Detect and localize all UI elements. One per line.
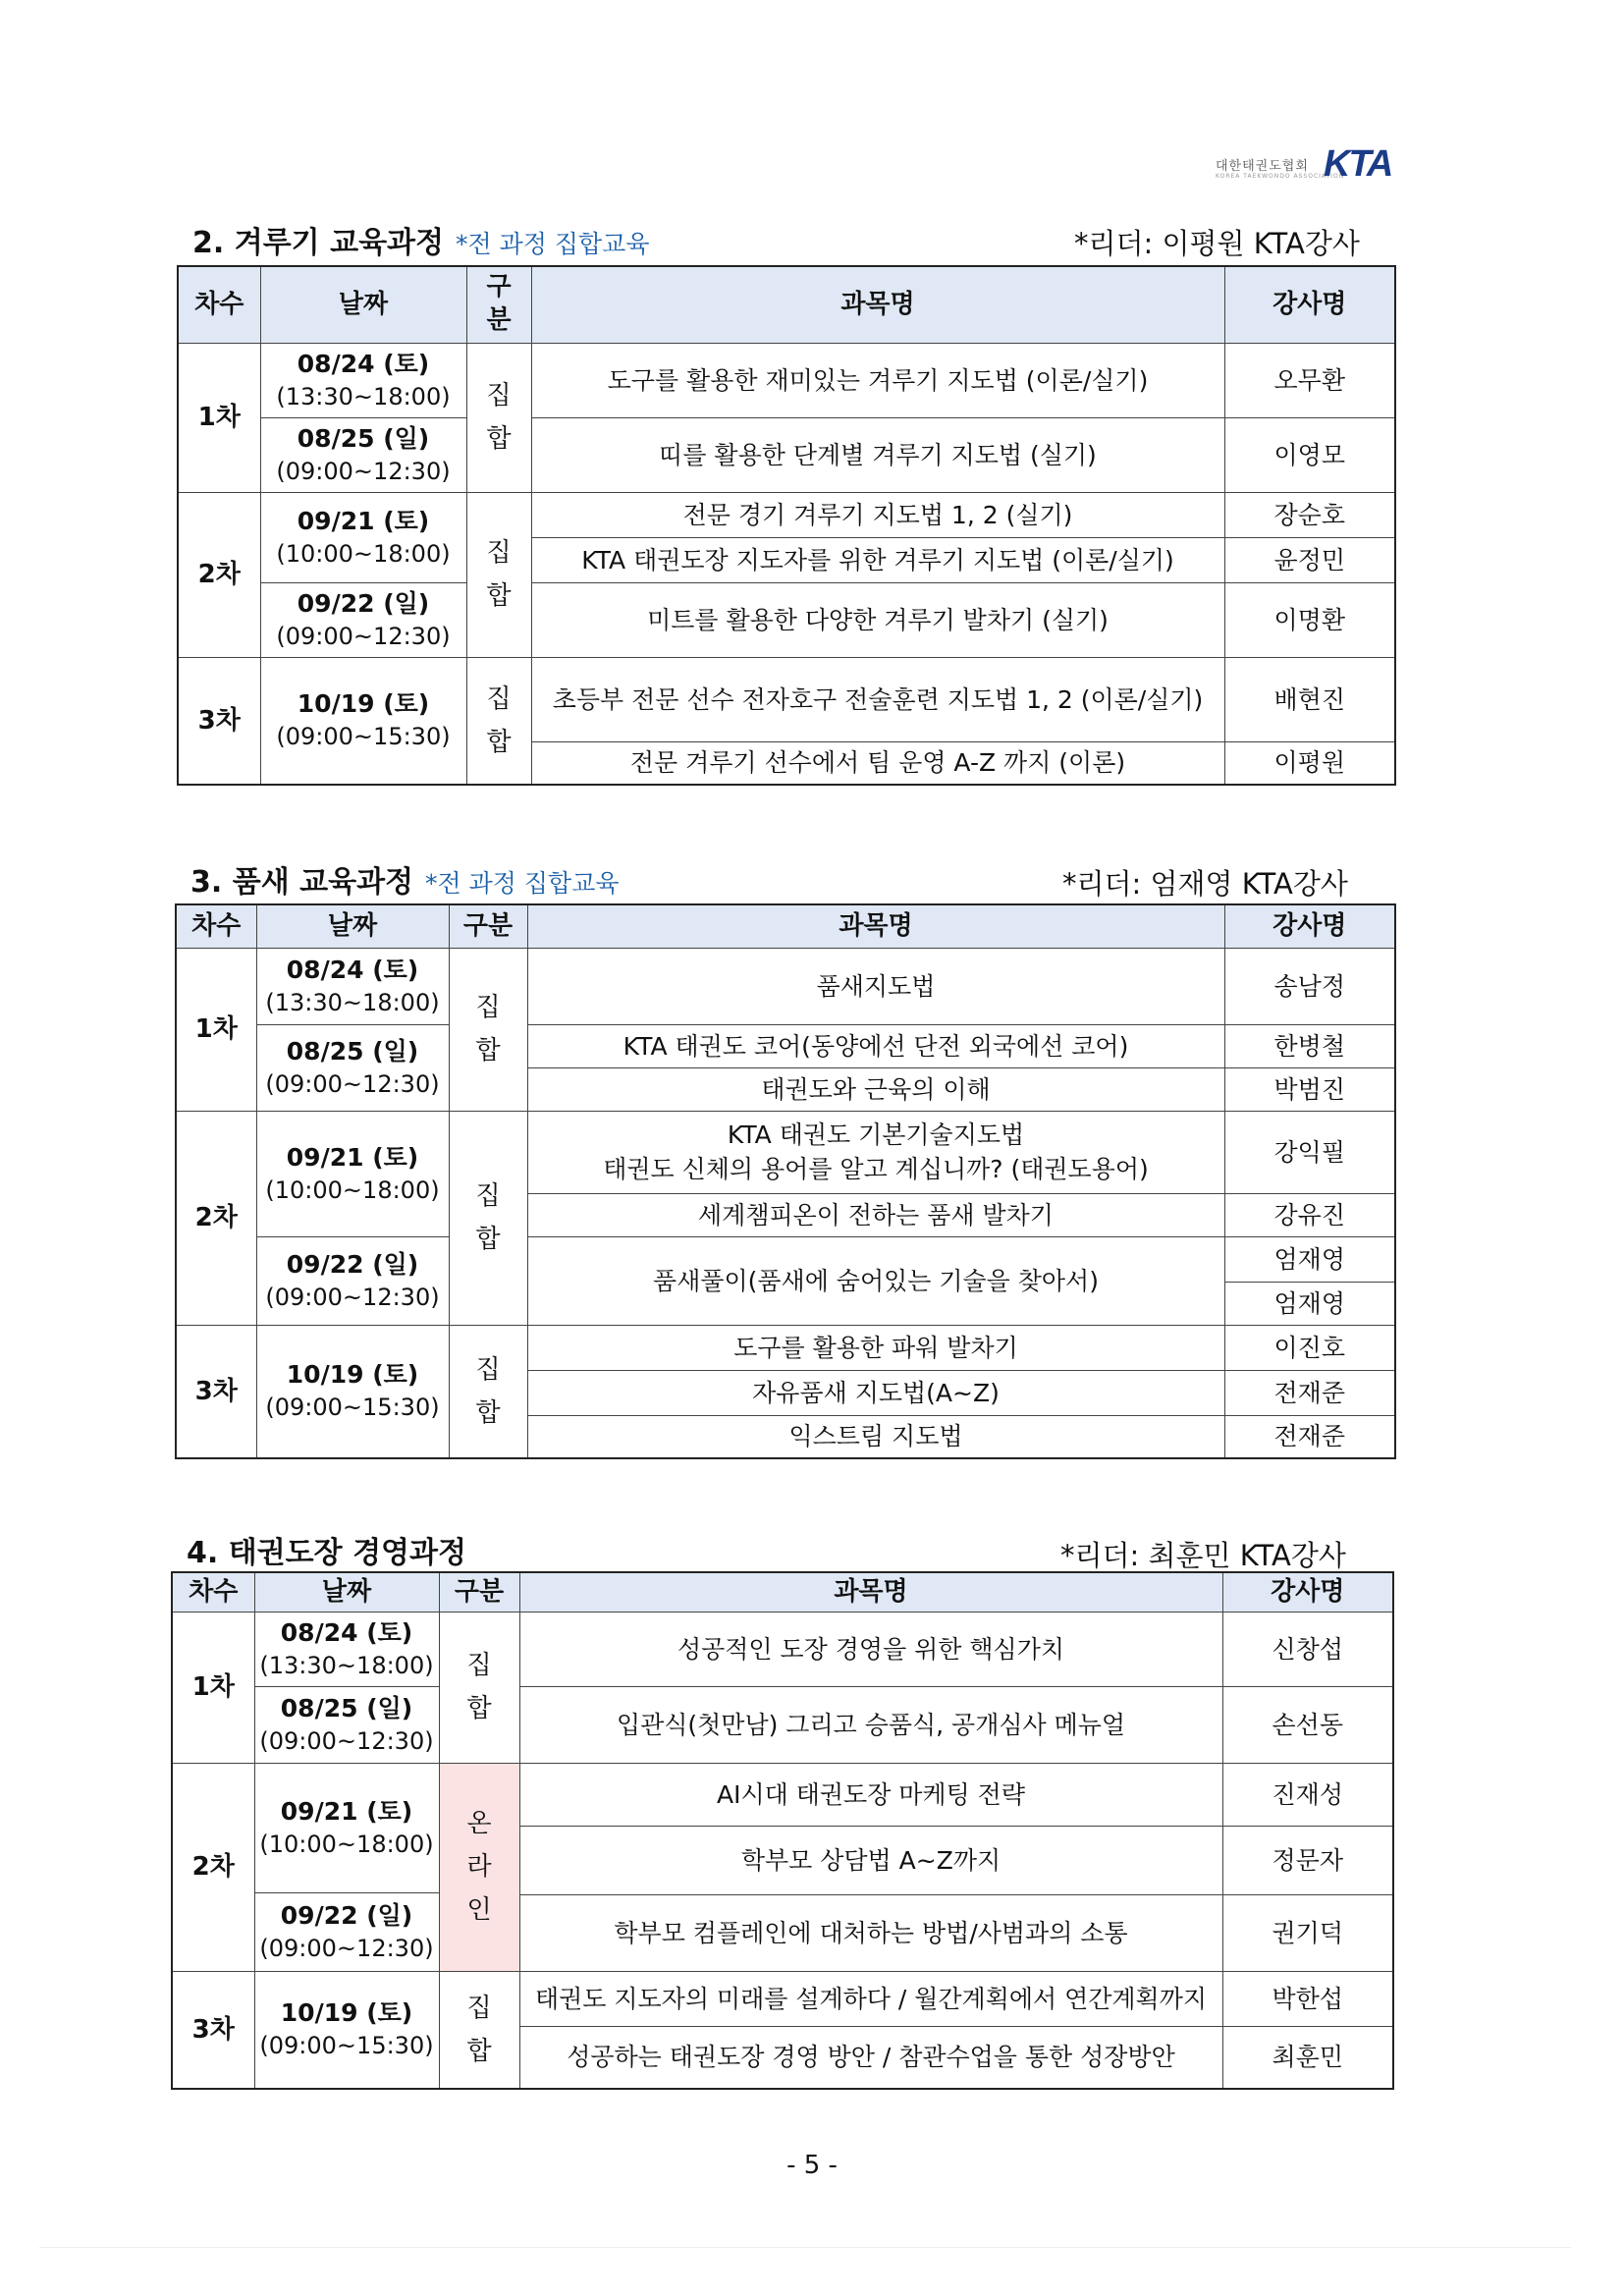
section-3-leader: *리더: 엄재영 KTA강사 — [1062, 867, 1348, 901]
subject-cell: 도구를 활용한 파워 발차기 — [527, 1325, 1224, 1370]
header-date: 날짜 — [260, 266, 466, 343]
section-title — [190, 857, 620, 901]
instructor-cell: 권기덕 — [1222, 1894, 1393, 1971]
instructor-cell: 엄재영 — [1224, 1282, 1395, 1325]
date-cell — [256, 1111, 449, 1236]
course-table-4 — [171, 1571, 1394, 2090]
date: 08/25 (일) — [297, 423, 430, 453]
table-row — [178, 657, 1395, 741]
table-row — [176, 1325, 1395, 1370]
date: 08/24 (토) — [297, 349, 430, 378]
date-cell — [254, 1763, 439, 1892]
section-2-leader: *리더: 이평원 KTA강사 — [1074, 227, 1360, 260]
header-round: 차수 — [176, 904, 256, 948]
page-number: - 5 - — [786, 2151, 838, 2180]
subject-cell: 성공적인 도장 경영을 위한 핵심가치 — [519, 1612, 1222, 1686]
instructor-cell: 엄재영 — [1224, 1236, 1395, 1282]
date: 08/25 (일) — [286, 1036, 419, 1066]
header-instructor: 강사명 — [1222, 1572, 1393, 1612]
subject-cell: 태권도와 근육의 이해 — [527, 1067, 1224, 1111]
instructor-cell: 이명환 — [1224, 582, 1395, 657]
divider — [39, 2247, 1571, 2248]
table-header-row — [178, 266, 1395, 343]
instructor-cell: 박범진 — [1224, 1067, 1395, 1111]
section-title — [187, 1528, 466, 1571]
time: (09:00~12:30) — [276, 457, 451, 485]
date: 09/22 (일) — [280, 1900, 413, 1930]
date: 09/21 (토) — [280, 1796, 413, 1826]
instructor-cell: 손선동 — [1222, 1686, 1393, 1763]
kta-logo — [1210, 145, 1406, 185]
header-date: 날짜 — [256, 904, 449, 948]
round-cell: 2차 — [178, 492, 260, 657]
date-cell — [260, 492, 466, 582]
instructor-cell: 진재성 — [1222, 1763, 1393, 1826]
subject-line: KTA 태권도 기본기술지도법 — [727, 1121, 1025, 1149]
subject-cell: 미트를 활용한 다양한 겨루기 발차기 (실기) — [531, 582, 1224, 657]
type-cell: 집 합 — [439, 1971, 519, 2089]
subject-cell: 태권도 지도자의 미래를 설계하다 / 월간계획에서 연간계획까지 — [519, 1971, 1222, 2026]
table-row — [176, 1024, 1395, 1067]
date: 09/22 (일) — [286, 1249, 419, 1279]
table-row — [176, 1236, 1395, 1282]
time: (09:00~12:30) — [259, 1934, 434, 1962]
instructor-cell: 윤정민 — [1224, 537, 1395, 582]
table-row — [172, 1612, 1393, 1686]
date-cell — [256, 1325, 449, 1458]
subject-cell: 전문 경기 겨루기 지도법 1, 2 (실기) — [531, 492, 1224, 537]
instructor-cell: 배현진 — [1224, 657, 1395, 741]
date-cell — [254, 1892, 439, 1971]
date-cell — [260, 417, 466, 492]
table-header-row — [176, 904, 1395, 948]
instructor-cell: 전재준 — [1224, 1370, 1395, 1415]
table-row — [178, 492, 1395, 537]
instructor-cell: 최훈민 — [1222, 2026, 1393, 2089]
section-3-title: 3. 품새 교육과정 — [190, 865, 414, 900]
time: (09:00~15:30) — [276, 723, 451, 751]
type-cell: 집 합 — [449, 1325, 527, 1458]
date: 08/24 (토) — [280, 1617, 413, 1647]
date: 10/19 (토) — [297, 689, 430, 719]
round-cell: 1차 — [178, 343, 260, 492]
subject-cell: 학부모 컴플레인에 대처하는 방법/사범과의 소통 — [519, 1894, 1222, 1971]
round-cell: 1차 — [176, 948, 256, 1111]
round-cell: 3차 — [172, 1971, 254, 2089]
instructor-cell: 송남정 — [1224, 948, 1395, 1024]
header-round: 차수 — [178, 266, 260, 343]
time: (09:00~15:30) — [265, 1394, 440, 1422]
instructor-cell: 이평원 — [1224, 741, 1395, 785]
date: 09/21 (토) — [297, 506, 430, 535]
subject-cell: 전문 겨루기 선수에서 팀 운영 A-Z 까지 (이론) — [531, 741, 1224, 785]
date-cell — [254, 1971, 439, 2089]
type-cell: 집 합 — [466, 343, 531, 492]
date-cell — [256, 1236, 449, 1325]
section-4-title: 4. 태권도장 경영과정 — [187, 1536, 466, 1570]
subject-line: 태권도 신체의 용어를 알고 계십니까? (태권도용어) — [603, 1155, 1149, 1183]
org-name: 대한태권도협회 — [1216, 159, 1309, 174]
subject-cell: 품새지도법 — [527, 948, 1224, 1024]
subject-cell: KTA 태권도장 지도자를 위한 겨루기 지도법 (이론/실기) — [531, 537, 1224, 582]
subject-cell: KTA 태권도 코어(동양에선 단전 외국에선 코어) — [527, 1024, 1224, 1067]
table-row — [178, 343, 1395, 417]
header-type: 구 분 — [466, 266, 531, 343]
instructor-cell: 정문자 — [1222, 1826, 1393, 1894]
type-cell: 집 합 — [466, 492, 531, 657]
time: (09:00~12:30) — [265, 1069, 440, 1098]
subject-cell — [527, 1111, 1224, 1193]
header-round: 차수 — [172, 1572, 254, 1612]
table-header-row — [172, 1572, 1393, 1612]
header-subject: 과목명 — [531, 266, 1224, 343]
date-cell — [256, 948, 449, 1024]
subject-cell: AI시대 태권도장 마케팅 전략 — [519, 1763, 1222, 1826]
table-row — [176, 1111, 1395, 1193]
section-2-title: 2. 겨루기 교육과정 — [192, 226, 445, 260]
time: (10:00~18:00) — [259, 1830, 434, 1858]
header-type: 구분 — [449, 904, 527, 948]
instructor-cell: 전재준 — [1224, 1415, 1395, 1458]
instructor-cell: 신창섭 — [1222, 1612, 1393, 1686]
time: (10:00~18:00) — [276, 539, 451, 568]
subject-cell: 초등부 전문 선수 전자호구 전술훈련 지도법 1, 2 (이론/실기) — [531, 657, 1224, 741]
date-cell — [254, 1612, 439, 1686]
instructor-cell: 한병철 — [1224, 1024, 1395, 1067]
date-cell — [260, 657, 466, 785]
date: 08/25 (일) — [280, 1693, 413, 1722]
round-cell: 1차 — [172, 1612, 254, 1763]
header-subject: 과목명 — [519, 1572, 1222, 1612]
type-cell: 집 합 — [449, 1111, 527, 1325]
instructor-cell: 박한섭 — [1222, 1971, 1393, 2026]
course-table-2 — [177, 265, 1396, 786]
section-4-leader: *리더: 최훈민 KTA강사 — [1060, 1539, 1346, 1572]
subject-cell: 품새풀이(품새에 숨어있는 기술을 찾아서) — [527, 1236, 1224, 1325]
date: 09/21 (토) — [286, 1142, 419, 1172]
date: 08/24 (토) — [286, 955, 419, 984]
round-cell: 3차 — [176, 1325, 256, 1458]
table-row — [172, 1763, 1393, 1826]
instructor-cell: 장순호 — [1224, 492, 1395, 537]
subject-cell: 입관식(첫만남) 그리고 승품식, 공개심사 메뉴얼 — [519, 1686, 1222, 1763]
header-type: 구분 — [439, 1572, 519, 1612]
table-row — [176, 948, 1395, 987]
instructor-cell: 이영모 — [1224, 417, 1395, 492]
table-row — [172, 1686, 1393, 1763]
round-cell: 2차 — [172, 1763, 254, 1971]
section-2-note: *전 과정 집합교육 — [456, 230, 650, 258]
subject-cell: 자유품새 지도법(A~Z) — [527, 1370, 1224, 1415]
section-3-note: *전 과정 집합교육 — [425, 869, 620, 898]
section-title — [192, 218, 649, 261]
header-instructor: 강사명 — [1224, 266, 1395, 343]
subject-cell: 띠를 활용한 단계별 겨루기 지도법 (실기) — [531, 417, 1224, 492]
org-subtitle: KOREA TAEKWONDO ASSOCIATION — [1216, 173, 1345, 180]
header-instructor: 강사명 — [1224, 904, 1395, 948]
instructor-cell: 강익필 — [1224, 1111, 1395, 1193]
date-cell — [260, 343, 466, 417]
date-cell — [254, 1686, 439, 1763]
time: (13:30~18:00) — [265, 988, 440, 1016]
type-cell: 집 합 — [449, 948, 527, 1111]
type-cell: 집 합 — [466, 657, 531, 785]
instructor-cell: 이진호 — [1224, 1325, 1395, 1370]
date-cell — [256, 1024, 449, 1111]
date: 09/22 (일) — [297, 588, 430, 618]
table-row — [178, 582, 1395, 620]
time: (13:30~18:00) — [259, 1651, 434, 1679]
subject-cell: 학부모 상담법 A~Z까지 — [519, 1826, 1222, 1894]
subject-cell: 도구를 활용한 재미있는 겨루기 지도법 (이론/실기) — [531, 343, 1224, 417]
type-cell-online: 온 라 인 — [439, 1763, 519, 1971]
subject-cell: 익스트림 지도법 — [527, 1415, 1224, 1458]
subject-cell: 세계챔피온이 전하는 품새 발차기 — [527, 1193, 1224, 1236]
time: (10:00~18:00) — [265, 1175, 440, 1204]
time: (09:00~12:30) — [259, 1726, 434, 1755]
type-cell: 집 합 — [439, 1612, 519, 1763]
date: 10/19 (토) — [286, 1360, 419, 1390]
time: (09:00~12:30) — [276, 622, 451, 650]
time: (09:00~12:30) — [265, 1283, 440, 1311]
header-subject: 과목명 — [527, 904, 1224, 948]
round-cell: 3차 — [178, 657, 260, 785]
date-cell — [260, 582, 466, 657]
header-date: 날짜 — [254, 1572, 439, 1612]
instructor-cell: 오무환 — [1224, 343, 1395, 417]
time: (13:30~18:00) — [276, 382, 451, 410]
instructor-cell: 강유진 — [1224, 1193, 1395, 1236]
subject-cell: 성공하는 태권도장 경영 방안 / 참관수업을 통한 성장방안 — [519, 2026, 1222, 2089]
table-row — [178, 417, 1395, 492]
kta-mark: KTA — [1324, 143, 1392, 185]
round-cell: 2차 — [176, 1111, 256, 1325]
course-table-3 — [175, 903, 1396, 1459]
time: (09:00~15:30) — [259, 2032, 434, 2060]
table-row — [172, 1971, 1393, 2026]
date: 10/19 (토) — [280, 1998, 413, 2028]
